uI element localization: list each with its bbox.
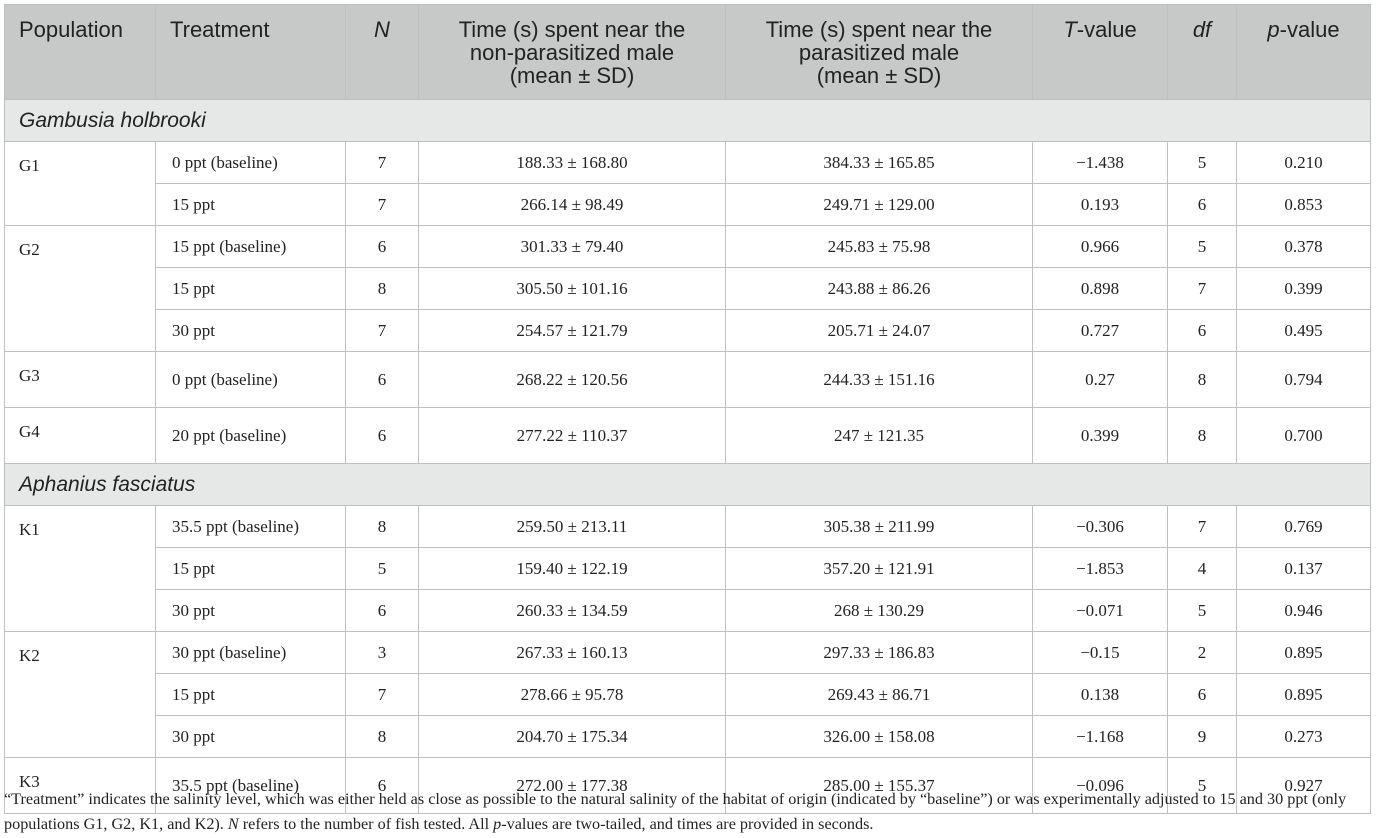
n-cell: 6 (346, 226, 419, 268)
t-value-cell: 0.727 (1033, 310, 1168, 352)
parasitized-time-cell: 243.88 ± 86.26 (726, 268, 1033, 310)
t-value-cell: 0.966 (1033, 226, 1168, 268)
t-value-cell: 0.27 (1033, 352, 1168, 408)
treatment-cell: 15 ppt (156, 548, 346, 590)
n-cell: 3 (346, 632, 419, 674)
treatment-cell: 30 ppt (156, 716, 346, 758)
table-row (5, 506, 1371, 548)
parasitized-time-cell: 384.33 ± 165.85 (726, 142, 1033, 184)
n-cell: 8 (346, 268, 419, 310)
population-cell: K1 (5, 506, 156, 632)
nonparasitized-time-cell: 277.22 ± 110.37 (419, 408, 726, 464)
parasitized-time-cell: 297.33 ± 186.83 (726, 632, 1033, 674)
df-cell: 7 (1168, 506, 1237, 548)
table-row (5, 408, 1371, 464)
treatment-cell: 15 ppt (baseline) (156, 226, 346, 268)
n-cell: 7 (346, 184, 419, 226)
p-value-cell: 0.794 (1237, 352, 1371, 408)
df-cell: 5 (1168, 226, 1237, 268)
nonparasitized-time-cell: 204.70 ± 175.34 (419, 716, 726, 758)
parasitized-time-cell: 326.00 ± 158.08 (726, 716, 1033, 758)
n-cell: 6 (346, 590, 419, 632)
t-value-cell: −1.438 (1033, 142, 1168, 184)
n-cell: 6 (346, 758, 419, 814)
p-value-cell: 0.210 (1237, 142, 1371, 184)
n-cell: 6 (346, 352, 419, 408)
df-cell: 2 (1168, 632, 1237, 674)
nonparasitized-time-cell: 267.33 ± 160.13 (419, 632, 726, 674)
results-table (4, 4, 1371, 814)
section-row (5, 100, 1371, 142)
p-value-cell: 0.895 (1237, 632, 1371, 674)
population-cell: G3 (5, 352, 156, 408)
population-cell: G1 (5, 142, 156, 226)
df-cell: 5 (1168, 142, 1237, 184)
p-value-cell: 0.378 (1237, 226, 1371, 268)
treatment-cell: 15 ppt (156, 268, 346, 310)
population-cell: G4 (5, 408, 156, 464)
df-cell: 6 (1168, 674, 1237, 716)
header-n: N (346, 5, 419, 100)
df-cell: 5 (1168, 758, 1237, 814)
table-row (5, 352, 1371, 408)
table-row (5, 226, 1371, 268)
t-value-cell: 0.138 (1033, 674, 1168, 716)
p-value-cell: 0.399 (1237, 268, 1371, 310)
t-value-cell: −0.096 (1033, 758, 1168, 814)
df-cell: 8 (1168, 408, 1237, 464)
p-value-cell: 0.927 (1237, 758, 1371, 814)
parasitized-time-cell: 268 ± 130.29 (726, 590, 1033, 632)
treatment-cell: 30 ppt (baseline) (156, 632, 346, 674)
df-cell: 6 (1168, 184, 1237, 226)
df-cell: 4 (1168, 548, 1237, 590)
nonparasitized-time-cell: 254.57 ± 121.79 (419, 310, 726, 352)
nonparasitized-time-cell: 188.33 ± 168.80 (419, 142, 726, 184)
parasitized-time-cell: 357.20 ± 121.91 (726, 548, 1033, 590)
population-cell: K2 (5, 632, 156, 758)
nonparasitized-time-cell: 259.50 ± 213.11 (419, 506, 726, 548)
nonparasitized-time-cell: 159.40 ± 122.19 (419, 548, 726, 590)
nonparasitized-time-cell: 305.50 ± 101.16 (419, 268, 726, 310)
treatment-cell: 20 ppt (baseline) (156, 408, 346, 464)
p-value-cell: 0.895 (1237, 674, 1371, 716)
t-value-cell: 0.898 (1033, 268, 1168, 310)
header-population: Population (5, 5, 156, 100)
parasitized-time-cell: 247 ± 121.35 (726, 408, 1033, 464)
parasitized-time-cell: 249.71 ± 129.00 (726, 184, 1033, 226)
treatment-cell: 35.5 ppt (baseline) (156, 506, 346, 548)
header-row (5, 5, 1371, 100)
table-row (5, 716, 1371, 758)
parasitized-time-cell: 205.71 ± 24.07 (726, 310, 1033, 352)
t-value-cell: −0.071 (1033, 590, 1168, 632)
p-value-cell: 0.769 (1237, 506, 1371, 548)
df-cell: 5 (1168, 590, 1237, 632)
parasitized-time-cell: 269.43 ± 86.71 (726, 674, 1033, 716)
n-cell: 8 (346, 506, 419, 548)
t-value-cell: −0.306 (1033, 506, 1168, 548)
header-parasitized-time: Time (s) spent near the parasitized male (mean ± SD) (726, 5, 1033, 100)
treatment-cell: 15 ppt (156, 184, 346, 226)
treatment-cell: 35.5 ppt (baseline) (156, 758, 346, 814)
header-t-value: T-value (1033, 5, 1168, 100)
p-value-cell: 0.853 (1237, 184, 1371, 226)
table-row (5, 590, 1371, 632)
population-cell: K3 (5, 758, 156, 814)
n-cell: 7 (346, 310, 419, 352)
header-p-value: p-value (1237, 5, 1371, 100)
table-row (5, 674, 1371, 716)
nonparasitized-time-cell: 266.14 ± 98.49 (419, 184, 726, 226)
treatment-cell: 30 ppt (156, 590, 346, 632)
section-row (5, 464, 1371, 506)
df-cell: 6 (1168, 310, 1237, 352)
p-value-cell: 0.700 (1237, 408, 1371, 464)
table-row (5, 548, 1371, 590)
section-title: Aphanius fasciatus (5, 464, 1371, 506)
n-cell: 5 (346, 548, 419, 590)
header-treatment: Treatment (156, 5, 346, 100)
header-nonparasitized-time: Time (s) spent near the non-parasitized male (mean ± SD) (419, 5, 726, 100)
n-cell: 7 (346, 142, 419, 184)
nonparasitized-time-cell: 301.33 ± 79.40 (419, 226, 726, 268)
n-cell: 7 (346, 674, 419, 716)
treatment-cell: 0 ppt (baseline) (156, 352, 346, 408)
header-df: df (1168, 5, 1237, 100)
p-value-cell: 0.273 (1237, 716, 1371, 758)
nonparasitized-time-cell: 260.33 ± 134.59 (419, 590, 726, 632)
population-cell: G2 (5, 226, 156, 352)
nonparasitized-time-cell: 278.66 ± 95.78 (419, 674, 726, 716)
table-body (5, 100, 1371, 814)
treatment-cell: 30 ppt (156, 310, 346, 352)
t-value-cell: 0.399 (1033, 408, 1168, 464)
parasitized-time-cell: 305.38 ± 211.99 (726, 506, 1033, 548)
table-row (5, 142, 1371, 184)
df-cell: 7 (1168, 268, 1237, 310)
p-value-cell: 0.946 (1237, 590, 1371, 632)
n-cell: 8 (346, 716, 419, 758)
treatment-cell: 15 ppt (156, 674, 346, 716)
table-row (5, 310, 1371, 352)
table-row (5, 184, 1371, 226)
n-cell: 6 (346, 408, 419, 464)
table-footnote: “Treatment” indicates the salinity level, which was either held as close as possible to the natural salinity of the habitat of origin (indicated by “baseline”) or was experimentally adjusted to 15 and 30 ppt (only populations G1, G2, K1, and K2). N refers to the number of fish tested. All p-values are two-tailed, and times are provided in seconds. (4, 790, 1347, 833)
section-title: Gambusia holbrooki (5, 100, 1371, 142)
t-value-cell: −1.853 (1033, 548, 1168, 590)
p-value-cell: 0.137 (1237, 548, 1371, 590)
t-value-cell: 0.193 (1033, 184, 1168, 226)
t-value-cell: −0.15 (1033, 632, 1168, 674)
parasitized-time-cell: 285.00 ± 155.37 (726, 758, 1033, 814)
treatment-cell: 0 ppt (baseline) (156, 142, 346, 184)
p-value-cell: 0.495 (1237, 310, 1371, 352)
df-cell: 8 (1168, 352, 1237, 408)
t-value-cell: −1.168 (1033, 716, 1168, 758)
nonparasitized-time-cell: 272.00 ± 177.38 (419, 758, 726, 814)
nonparasitized-time-cell: 268.22 ± 120.56 (419, 352, 726, 408)
df-cell: 9 (1168, 716, 1237, 758)
parasitized-time-cell: 244.33 ± 151.16 (726, 352, 1033, 408)
table-row (5, 632, 1371, 674)
table-row (5, 268, 1371, 310)
parasitized-time-cell: 245.83 ± 75.98 (726, 226, 1033, 268)
